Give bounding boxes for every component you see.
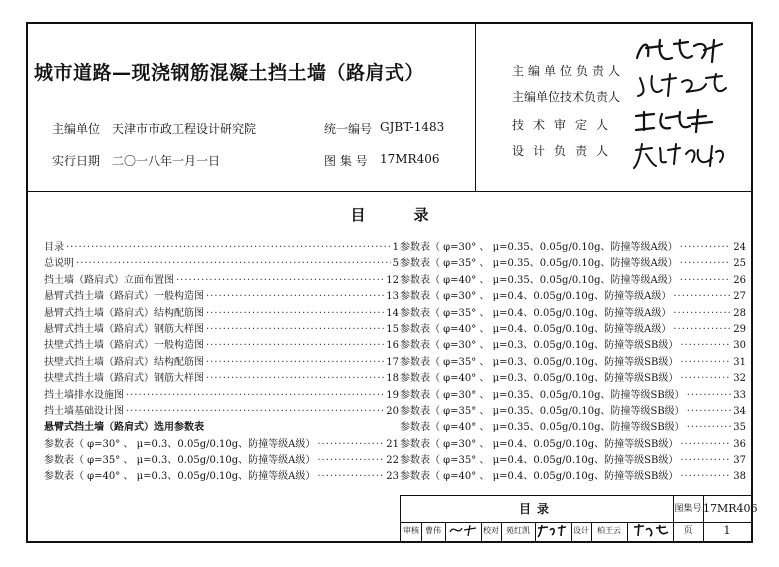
atlas-no: 17MR406 — [703, 502, 758, 515]
list-item: 挡土墙排水设施图 ····· 19 — [44, 388, 399, 404]
list-item: 参数表（ φ=40° 、 μ=0.35、0.05g/0.10g、防撞等级SB级） ····· 35 — [400, 420, 746, 436]
list-item: 挡土墙（路肩式）立面布置图 ····· 12 — [44, 273, 399, 289]
title-block — [400, 495, 758, 541]
editor-unit-label: 主编单位 — [52, 122, 101, 136]
list-item: 参数表（ φ=30° 、 μ=0.4、0.05g/0.10g、防撞等级A级） ····· 27 — [400, 289, 746, 305]
toc-heading-left: 目 — [350, 206, 366, 224]
list-item: 挡土墙基础设计图 ····· 20 — [44, 404, 399, 420]
list-item: 参数表（ φ=30° 、 μ=0.35、0.05g/0.10g、防撞等级SB级） ····· 33 — [400, 388, 746, 404]
list-item: 参数表（ φ=35° 、 μ=0.35、0.05g/0.10g、防撞等级SB级） ····· 34 — [400, 404, 746, 420]
reviewer-signature — [445, 522, 482, 541]
atlas-no: 17MR406 — [380, 152, 440, 166]
list-item: 参数表（ φ=40° 、 μ=0.4、0.05g/0.10g、防撞等级A级） ····· 29 — [400, 322, 746, 338]
check-label: 校对 — [481, 522, 502, 541]
review-label: 审核 — [401, 522, 422, 541]
list-item: 悬臂式挡土墙（路肩式）一般构造图 ····· 13 — [44, 289, 399, 305]
unified-no-label: 统一编号 — [324, 122, 373, 136]
list-item: 悬臂式挡土墙（路肩式）结构配筋图 ····· 14 — [44, 306, 399, 322]
atlas-no-label: 图集号 — [673, 496, 704, 522]
list-item: 目录 ····· 1 — [44, 240, 399, 256]
list-item: 参数表（ φ=40° 、 μ=0.4、0.05g/0.10g、防撞等级SB级） ····· 38 — [400, 469, 746, 485]
list-item: 参数表（ φ=30° 、 μ=0.4、0.05g/0.10g、防撞等级SB级） ····· 36 — [400, 437, 746, 453]
list-item: 参数表（ φ=30° 、 μ=0.35、0.05g/0.10g、防撞等级A级） ····· 24 — [400, 240, 746, 256]
list-item: 扶壁式挡土墙（路肩式）一般构造图 ····· 16 — [44, 338, 399, 354]
toc-left-column — [44, 240, 399, 486]
role-tech-chief: 主编单位技术负责人 — [512, 90, 621, 104]
list-item: 总说明 ····· 5 — [44, 256, 399, 272]
signature-tech-chief — [632, 70, 732, 100]
list-item: 参数表（ φ=35° 、 μ=0.35、0.05g/0.10g、防撞等级A级） ····· 25 — [400, 256, 746, 272]
role-tech-review: 技术审定人 — [512, 118, 618, 132]
page-label: 页 — [673, 522, 704, 541]
list-item: 参数表（ φ=40° 、 μ=0.35、0.05g/0.10g、防撞等级A级） ····· 26 — [400, 273, 746, 289]
editor-unit: 天津市市政工程设计研究院 — [112, 122, 257, 136]
list-item: 参数表（ φ=35° 、 μ=0.3、0.05g/0.10g、防撞等级SB级） ····· 31 — [400, 355, 746, 371]
list-item: 参数表（ φ=30° 、 μ=0.3、0.05g/0.10g、防撞等级SB级） ····· 30 — [400, 338, 746, 354]
list-item: 悬臂式挡土墙（路肩式）钢筋大样图 ····· 15 — [44, 322, 399, 338]
responsible-persons — [476, 24, 751, 192]
atlas-no-label: 图 集 号 — [324, 154, 368, 168]
signature-design-chief — [632, 140, 732, 170]
toc-heading — [28, 204, 751, 225]
atlas-title: 城市道路—现浇钢筋混凝土挡土墙（路肩式） — [34, 62, 425, 84]
signature-chief-unit — [632, 36, 732, 66]
list-item: 参数表（ φ=35° 、 μ=0.3、0.05g/0.10g、防撞等级A级） ····· 22 — [44, 453, 399, 469]
list-item: 扶壁式挡土墙（路肩式）钢筋大样图 ····· 18 — [44, 371, 399, 387]
reviewer-name: 曹伟 — [421, 522, 446, 541]
designer-signature — [627, 522, 674, 541]
list-item: 参数表（ φ=40° 、 μ=0.3、0.05g/0.10g、防撞等级A级） ····· 23 — [44, 469, 399, 485]
unified-no: GJBT-1483 — [380, 120, 445, 134]
list-item: 参数表（ φ=40° 、 μ=0.3、0.05g/0.10g、防撞等级SB级） ····· 32 — [400, 371, 746, 387]
checker-signature — [535, 522, 572, 541]
list-item: 参数表（ φ=30° 、 μ=0.3、0.05g/0.10g、防撞等级A级） ····· 21 — [44, 437, 399, 453]
list-item: 扶壁式挡土墙（路肩式）结构配筋图 ····· 17 — [44, 355, 399, 371]
drawing-name: 目录 — [401, 496, 674, 522]
page-number: 1 — [723, 524, 731, 537]
list-item: 参数表（ φ=35° 、 μ=0.4、0.05g/0.10g、防撞等级SB级） ····· 37 — [400, 453, 746, 469]
signature-tech-review — [632, 106, 732, 136]
designer-name: 柏王云 — [591, 522, 628, 541]
toc-heading-right: 录 — [413, 206, 429, 224]
section-heading: 悬臂式挡土墙（路肩式）选用参数表 — [44, 422, 204, 434]
header-info — [28, 24, 476, 192]
design-label: 设计 — [571, 522, 592, 541]
drawing-frame — [26, 22, 758, 543]
role-design-chief: 设计负责人 — [512, 144, 618, 158]
list-item: 参数表（ φ=35° 、 μ=0.4、0.05g/0.10g、防撞等级A级） ····· 28 — [400, 306, 746, 322]
impl-date: 二〇一八年一月一日 — [112, 154, 221, 168]
impl-date-label: 实行日期 — [52, 154, 101, 168]
toc-right-column — [400, 240, 746, 486]
checker-name: 苑红凯 — [501, 522, 536, 541]
role-chief-unit: 主编单位负责人 — [512, 64, 625, 78]
